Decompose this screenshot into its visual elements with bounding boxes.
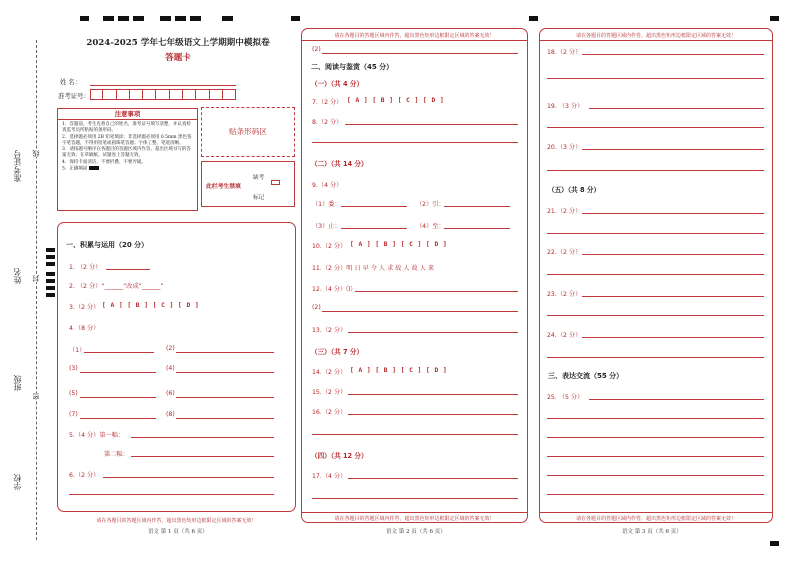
question-continued-label: (2) [312, 46, 321, 53]
answer-line[interactable] [582, 296, 764, 297]
answer-line[interactable] [444, 206, 510, 207]
answer-line[interactable] [176, 397, 274, 398]
answer-line[interactable] [69, 494, 274, 495]
answer-line[interactable] [547, 127, 764, 128]
notice-item: 4．保持卡面清洁，不要折叠、不要弄破。 [62, 159, 146, 165]
question-11-label: 11.（2 分）明 日 早 令 人 求 故 人 故 人 来 [312, 265, 435, 272]
question-13-label: 13.（2 分） [312, 327, 347, 334]
absent-label: 此栏考生禁填 [206, 184, 241, 190]
answer-line[interactable] [547, 418, 764, 419]
question-4-sub-1: （1） [69, 347, 86, 354]
name-label: 姓 名： [60, 78, 82, 86]
answer-line[interactable] [547, 315, 764, 316]
answer-line[interactable] [348, 478, 518, 479]
part-5-title: （五）（共 8 分） [548, 186, 601, 194]
question-25-label: 25. （5 分） [547, 394, 584, 401]
binding-word-seal: 封 [32, 275, 40, 282]
timing-mark [291, 16, 300, 21]
timing-mark [770, 541, 779, 546]
answer-line[interactable] [80, 397, 156, 398]
timing-mark [46, 248, 55, 252]
question-4-label: 4.（8 分） [69, 325, 100, 332]
answer-line[interactable] [176, 372, 274, 373]
question-24-label: 24.（2 分） [547, 332, 582, 339]
answer-line[interactable] [341, 228, 407, 229]
question-9-sub-3: （3）止： [312, 223, 341, 230]
question-9-sub-1: （1）委： [312, 201, 341, 208]
area-warning: 请在各题目的答题区域内作答，超出黑色矩形边框限定区域的答案无效！ [575, 33, 736, 39]
absent-box [201, 161, 295, 207]
section-1-title: 一、积累与运用（20 分） [66, 241, 149, 249]
timing-mark [160, 16, 171, 21]
section-3-title: 三、表达交流（55 分） [548, 372, 624, 380]
area-warning: 请在各题目的答题区域内作答，超出黑色矩形边框限定区域的答案无效！ [334, 516, 495, 522]
answer-line[interactable] [312, 142, 518, 143]
answer-line[interactable] [80, 372, 156, 373]
answer-line[interactable] [582, 337, 764, 338]
answer-line[interactable] [582, 149, 764, 150]
timing-mark [190, 16, 201, 21]
answer-line[interactable] [348, 394, 518, 395]
answer-line[interactable] [589, 399, 764, 400]
timing-mark [46, 255, 55, 259]
question-8-label: 8.（2 分） [312, 119, 343, 126]
area-warning: 请在各题目的答题区域内作答，超出黑色矩形边框限定区域的答案无效！ [334, 33, 495, 39]
page-footer: 语文 第 2 页（共 6 页） [386, 529, 446, 535]
page-footer: 语文 第 3 页（共 6 页） [622, 529, 682, 535]
notice-item: 3．请按题号顺序在各题目的答题区域内作答，超出区域书写的答案无效；在草稿纸、试题卷上答题无效。 [62, 147, 191, 159]
notice-item: 5．正确填涂 [62, 166, 194, 173]
timing-mark [529, 16, 538, 21]
question-3-label: 3.（2 分） [69, 304, 100, 311]
answer-line[interactable] [444, 228, 510, 229]
timing-mark [103, 16, 114, 21]
question-12-sub-2: (2) [312, 304, 321, 311]
area-warning: 请在各题目的答题区域内作答，超出黑色矩形边框限定区域的答案无效！ [96, 518, 257, 524]
answer-line[interactable] [589, 108, 764, 109]
timing-mark [175, 16, 186, 21]
notice-item: 2．选择题必须用 2B 铅笔填涂；非选择题必须用 0.5mm 黑色签字笔答题，不得用铅笔或圆珠笔答题；字体工整、笔迹清晰。 [62, 134, 192, 146]
section-2-title: 二、阅读与鉴赏（45 分） [311, 63, 394, 71]
question-9-label: 9.（4 分） [312, 182, 343, 189]
question-22-label: 22.（2 分） [547, 249, 582, 256]
answer-line[interactable] [582, 54, 764, 55]
absent-mark-label: 缺考 [253, 175, 265, 181]
answer-line[interactable] [348, 332, 518, 333]
answer-line[interactable] [547, 475, 764, 476]
binding-label-name: 姓名 [13, 268, 22, 284]
answer-line[interactable] [312, 498, 518, 499]
timing-mark [46, 272, 55, 276]
answer-line[interactable] [322, 53, 518, 54]
question-14-options[interactable]: [ A ] [ B ] [ C ] [ D ] [350, 367, 448, 374]
timing-mark [46, 293, 55, 297]
barcode-area [201, 107, 295, 157]
question-10-label: 10.（2 分） [312, 243, 347, 250]
question-4-sub-5: (5) [69, 390, 78, 397]
answer-line[interactable] [547, 437, 764, 438]
id-label: 准考证号： [58, 92, 90, 100]
timing-mark [133, 16, 144, 21]
answer-line[interactable] [547, 494, 764, 495]
question-12-label: 12.（4 分）⑴ [312, 286, 353, 293]
question-7-options[interactable]: [ A ] [ B ] [ C ] [ D ] [347, 97, 445, 104]
answer-line[interactable] [547, 456, 764, 457]
barcode-label: 贴条形码区 [229, 127, 267, 136]
question-18-label: 18.（2 分） [547, 49, 582, 56]
binding-word-line: 线 [32, 150, 40, 157]
part-2-title: （二）（共 14 分） [311, 160, 368, 168]
answer-line[interactable] [345, 124, 518, 125]
question-20-label: 20.（3 分） [547, 144, 582, 151]
name-field[interactable] [90, 85, 236, 86]
question-21-label: 21.（2 分） [547, 208, 582, 215]
question-9-sub-2: （2）引： [416, 201, 445, 208]
question-23-label: 23.（2 分） [547, 291, 582, 298]
notice-box [57, 108, 198, 211]
answer-line[interactable] [547, 274, 764, 275]
answer-line[interactable] [355, 291, 518, 292]
absent-checkbox[interactable] [271, 180, 280, 185]
page-subtitle: 答题卡 [165, 53, 191, 63]
question-1-label: 1. （2 分） [69, 264, 102, 271]
question-4-sub-3: (3) [69, 365, 78, 372]
question-10-options[interactable]: [ A ] [ B ] [ C ] [ D ] [350, 241, 448, 248]
id-boxes[interactable] [90, 89, 236, 100]
answer-line[interactable] [547, 78, 764, 79]
absent-mark-label: 标记 [253, 195, 265, 201]
question-4-sub-2: (2) [166, 345, 175, 352]
answer-line[interactable] [84, 352, 154, 353]
question-15-label: 15.（2 分） [312, 389, 347, 396]
timing-mark [118, 16, 129, 21]
page-footer: 语文 第 1 页（共 6 页） [148, 529, 208, 535]
binding-label-id: 准考证号 [13, 150, 22, 182]
timing-mark [46, 279, 55, 283]
binding-label-class: 班级 [13, 375, 22, 391]
answer-line[interactable] [312, 434, 518, 435]
page-title: 2024-2025 学年七年级语文上学期期中模拟卷 [86, 38, 270, 48]
timing-mark [222, 16, 233, 21]
notice-item: 1．答题前，考生先将自己的姓名，准考证号填写清楚，并认真检查监考员所粘贴的条形码。 [62, 122, 191, 134]
answer-line[interactable] [131, 437, 274, 438]
answer-line[interactable] [176, 352, 274, 353]
timing-mark [46, 262, 55, 266]
question-5-label: 5.（4 分）第一幅： [69, 432, 125, 439]
answer-line[interactable] [547, 233, 764, 234]
answer-line[interactable] [582, 213, 764, 214]
answer-line[interactable] [582, 254, 764, 255]
question-9-sub-4: （4）至： [416, 223, 445, 230]
answer-line[interactable] [80, 418, 156, 419]
question-4-sub-6: (6) [166, 390, 175, 397]
timing-mark [46, 286, 55, 290]
binding-line [36, 40, 37, 540]
part-3-title: （三）（共 7 分） [311, 348, 364, 356]
question-7-label: 7.（2 分） [312, 99, 343, 106]
question-16-label: 16.（2 分） [312, 409, 347, 416]
binding-label-school: 学校 [13, 474, 22, 490]
question-17-label: 17.（4 分） [312, 473, 347, 480]
answer-line[interactable] [106, 269, 150, 270]
answer-line[interactable] [131, 456, 274, 457]
notice-title: 注意事项 [58, 109, 197, 120]
question-2-label: 2. （2 分）“______”改成“______” [69, 283, 164, 290]
answer-line[interactable] [348, 414, 518, 415]
answer-line[interactable] [322, 311, 518, 312]
question-6-label: 6.（2 分） [69, 472, 100, 479]
timing-mark [770, 16, 779, 21]
binding-word-secret: 密 [32, 393, 40, 400]
timing-mark [80, 16, 89, 21]
question-3-options[interactable]: [ A ] [ B ] [ C ] [ D ] [102, 302, 200, 309]
answer-line[interactable] [547, 357, 764, 358]
question-4-sub-4: (4) [166, 365, 175, 372]
answer-line[interactable] [176, 418, 274, 419]
answer-line[interactable] [547, 170, 764, 171]
part-1-title: （一）（共 4 分） [311, 80, 364, 88]
question-5-second-label: 第二幅： [104, 451, 129, 458]
question-4-sub-8: (8) [166, 411, 175, 418]
area-warning: 请在各题目的答题区域内作答，超出黑色矩形边框限定区域的答案无效！ [575, 516, 736, 522]
part-4-title: （四）（共 12 分） [311, 452, 368, 460]
answer-line[interactable] [103, 477, 274, 478]
answer-line[interactable] [341, 206, 407, 207]
filled-sample-icon [89, 166, 99, 170]
question-4-sub-7: (7) [69, 411, 78, 418]
question-14-label: 14.（2 分） [312, 369, 347, 376]
question-19-label: 19. （3 分） [547, 103, 584, 110]
